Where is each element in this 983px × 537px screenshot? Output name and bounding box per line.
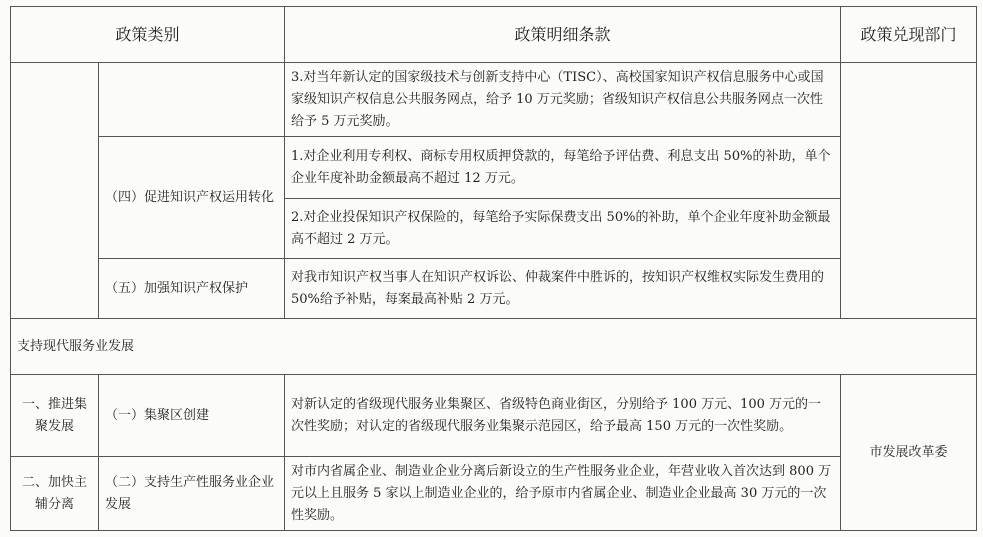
policy-detail: 1.对企业利用专利权、商标专用权质押贷款的，每笔给予评估费、利息支出 50%的补助，单个企业年度补助金额最高不超过 12 万元。 bbox=[285, 137, 841, 199]
category-sub-cell bbox=[99, 63, 285, 137]
header-department: 政策兑现部门 bbox=[841, 7, 977, 63]
category-sub-cell: （四）促进知识产权运用转化 bbox=[99, 137, 285, 259]
category-sub-cell: （二）支持生产性服务业企业发展 bbox=[99, 457, 285, 531]
table-row bbox=[11, 137, 977, 199]
table-row bbox=[11, 63, 977, 137]
group-row bbox=[11, 319, 977, 375]
header-row bbox=[11, 7, 977, 63]
policy-table bbox=[10, 6, 977, 531]
department-cell bbox=[841, 63, 977, 319]
category-sub-cell: （五）加强知识产权保护 bbox=[99, 259, 285, 319]
policy-detail: 对新认定的省级现代服务业集聚区、省级特色商业街区，分别给予 100 万元、100 万元的一次性奖励；对认定的省级现代服务业集聚示范园区，给予最高 150 万元的一次性奖励。 bbox=[285, 375, 841, 457]
category-sub-cell: （一）集聚区创建 bbox=[99, 375, 285, 457]
table-row bbox=[11, 375, 977, 457]
policy-detail: 对我市知识产权当事人在知识产权诉讼、仲裁案件中胜诉的，按知识产权维权实际发生费用的 50%给予补贴，每案最高补贴 2 万元。 bbox=[285, 259, 841, 319]
header-detail: 政策明细条款 bbox=[285, 7, 841, 63]
category-main-cell: 一、推进集聚发展 bbox=[11, 375, 99, 457]
table-row bbox=[11, 457, 977, 531]
header-category: 政策类别 bbox=[11, 7, 285, 63]
group-title: 支持现代服务业发展 bbox=[11, 319, 977, 375]
policy-detail: 3.对当年新认定的国家级技术与创新支持中心（TISC）、高校国家知识产权信息服务中心或国家级知识产权信息公共服务网点，给予 10 万元奖励；省级知识产权信息公共服务网点一次性给予 5 万元奖励。 bbox=[285, 63, 841, 137]
category-main-cell: 二、加快主辅分离 bbox=[11, 457, 99, 531]
policy-detail: 2.对企业投保知识产权保险的，每笔给予实际保费支出 50%的补助，单个企业年度补助金额最高不超过 2 万元。 bbox=[285, 199, 841, 259]
policy-detail: 对市内省属企业、制造业企业分离后新设立的生产性服务业企业，年营业收入首次达到 800 万元以上且服务 5 家以上制造业企业的，给予原市内省属企业、制造业企业最高 30 万元的一次性奖励。 bbox=[285, 457, 841, 531]
department-cell: 市发展改革委 bbox=[841, 375, 977, 531]
table-row bbox=[11, 259, 977, 319]
category-main-cell bbox=[11, 63, 99, 319]
